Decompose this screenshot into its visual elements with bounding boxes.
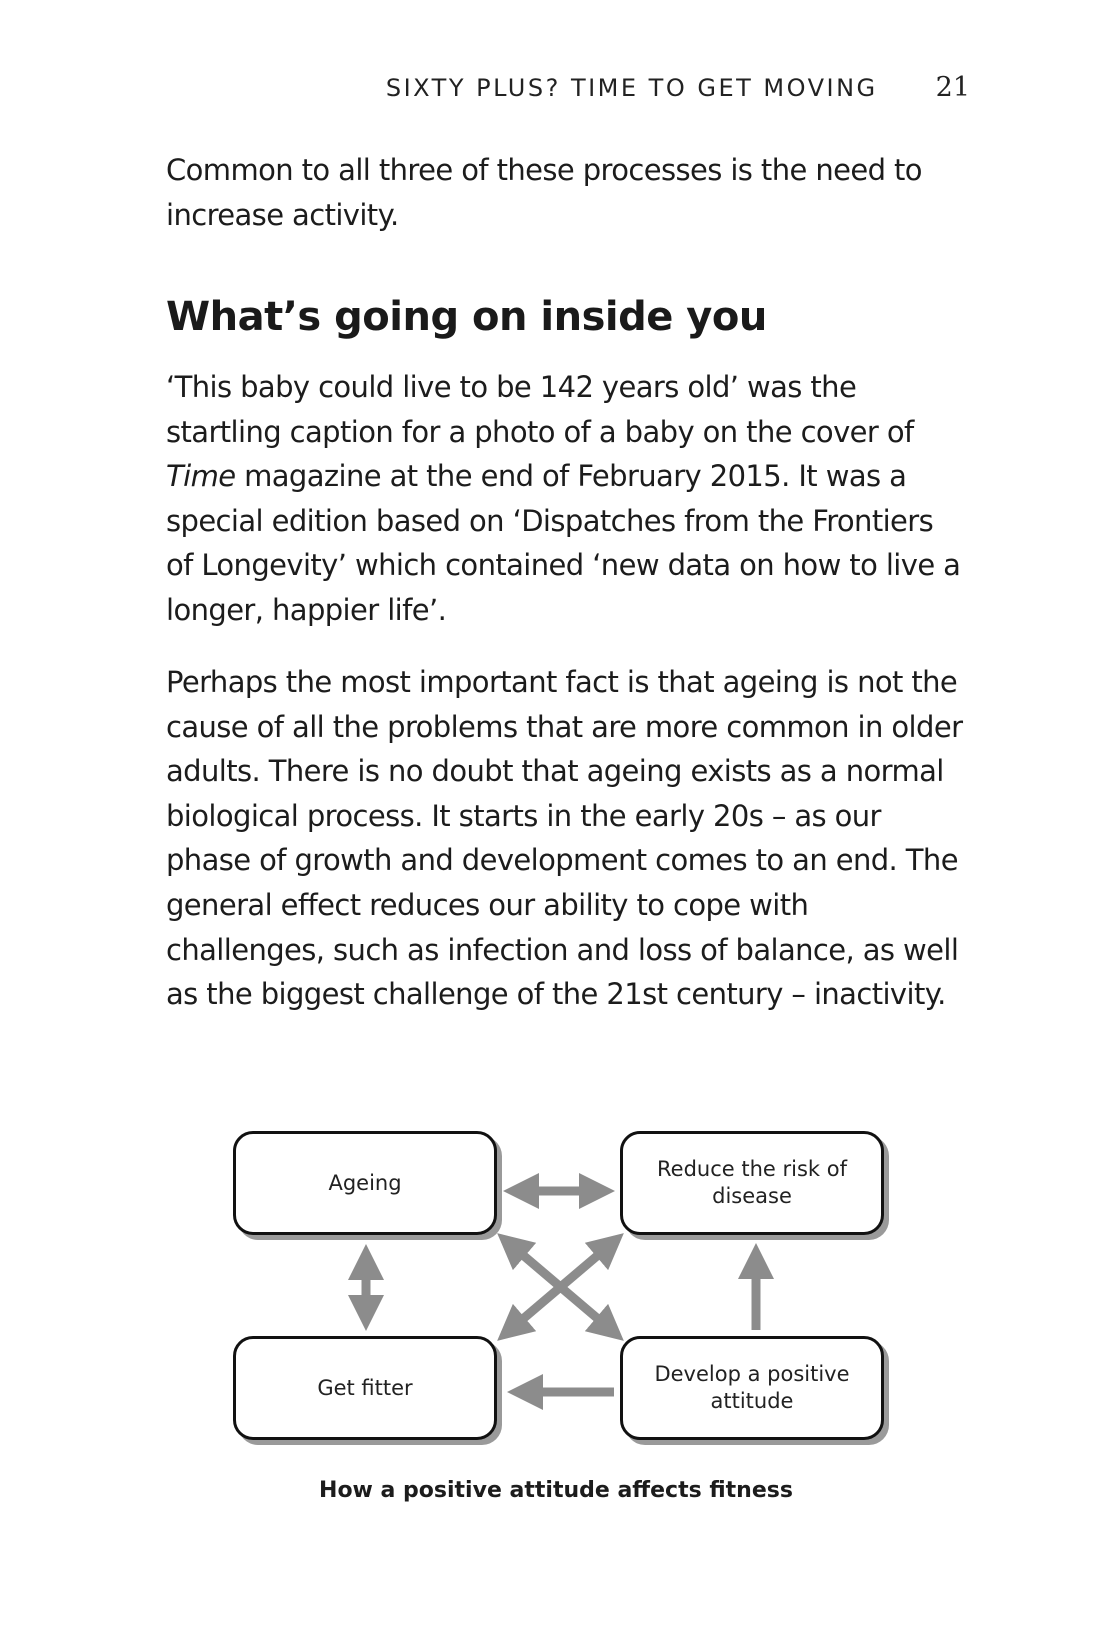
box-get-fitter (233, 1336, 497, 1440)
box-reduce-risk (620, 1131, 884, 1235)
magazine-title: Time (166, 459, 236, 494)
box-get-fitter-label: Get fitter (317, 1375, 413, 1400)
paragraph-ageing: Perhaps the most important fact is that ageing is not the cause of all the problems that are more common in older adults. There is no doubt that ageing exists as a normal biological process. It starts in the early 20s – as our phase of growth and development comes to an end. The general effect reduces our ability to cope with challenges, such as infection and loss of balance, as well as the biggest challenge of the 21st century – inactivity. (166, 665, 963, 1012)
paragraph-2-start: ‘This baby could live to be 142 years old’ was the startling caption for a photo of a baby on the cover of (166, 370, 914, 449)
box-ageing-label: Ageing (328, 1170, 402, 1195)
box-positive-attitude (620, 1336, 884, 1440)
box-positive-attitude-label: Develop a positive attitude (654, 1362, 850, 1413)
paragraph-intro: Common to all three of these processes is the need to increase activity. (166, 153, 922, 232)
section-heading: What’s going on inside you (166, 294, 767, 340)
running-title: SIXTY PLUS? TIME TO GET MOVING (385, 74, 878, 102)
box-ageing (233, 1131, 497, 1235)
paragraph-2-end: magazine at the end of February 2015. It was a special edition based on ‘Dispatches from the Frontiers of Longevity’ which contained ‘new data on how to live a longer, happier life’. (166, 459, 961, 627)
box-reduce-risk-label: Reduce the risk of disease (657, 1157, 847, 1208)
diagram-caption: How a positive attitude affects fitness (319, 1478, 793, 1503)
page-number: 21 (935, 72, 970, 103)
